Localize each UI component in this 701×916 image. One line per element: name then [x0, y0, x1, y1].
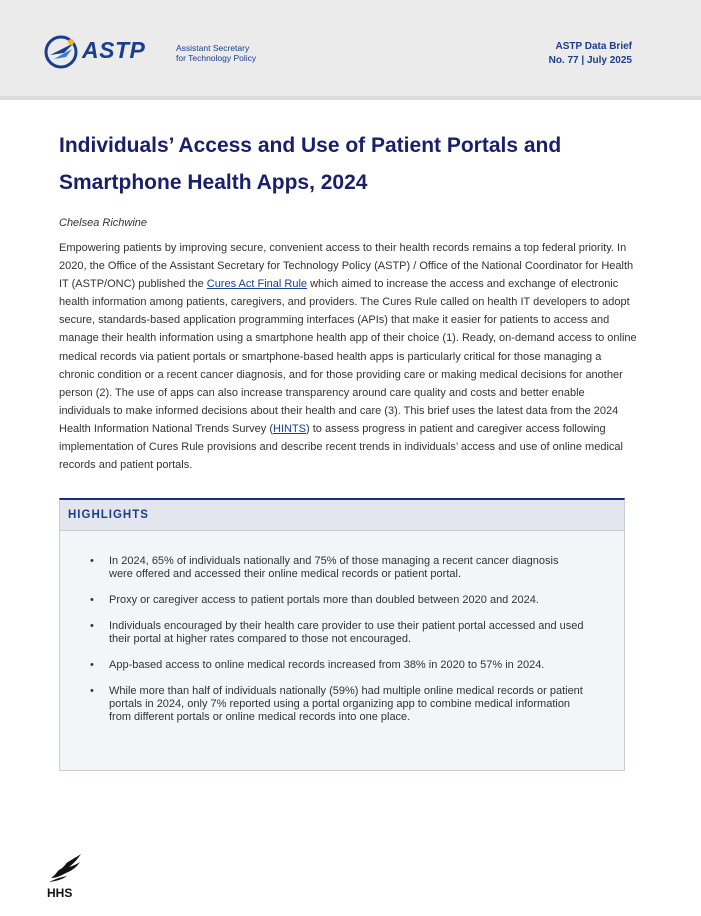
hhs-logo: [47, 852, 91, 904]
brief-number: No. 77 | July 2025: [548, 55, 632, 66]
astp-logo: [44, 33, 257, 71]
page-title: Individuals’ Access and Use of Patient Portals and Smartphone Health Apps, 2024: [59, 134, 562, 194]
page-header: [0, 0, 701, 100]
brief-label: ASTP Data Brief: [555, 41, 632, 52]
list-item: • Individuals encouraged by their health care provider to use their patient portal accessed and used their portal at higher rates compared to those not encouraged.: [90, 620, 584, 645]
astp-emblem-icon: [44, 33, 80, 71]
brief-info: [549, 40, 632, 68]
highlights-header: [60, 500, 624, 531]
bullet-icon: •: [90, 685, 94, 697]
highlights-list: [60, 555, 624, 737]
list-item: • While more than half of individuals nationally (59%) had multiple online medical records or patient portals in 2024, only 7% reported using a portal organizing app to combine medical information from different portals or online medical records into one place.: [90, 685, 583, 723]
logo-subtitle: Assistant Secretary for Technology Policy: [176, 43, 257, 63]
intro-paragraph: Empowering patients by improving secure, convenient access to their health records remains a top federal priority. In 2020, the Office of the Assistant Secretary for Technology Policy (ASTP) / Office of the National Coordinator for Health IT (ASTP/ONC) published the Cures Act Final Rule which aimed to increase the access and exchange of electronic health information among patients, caregivers, and providers. The Cures Rule called on health IT developers to adopt secure, standards-based application programming interfaces (APIs) that make it easier for patients to access and manage their health information using a smartphone health app of their choice (1). Ready, on-demand access to online medical records via patient portals or smartphone-based health apps is particularly critical for those managing a chronic condition or a recent cancer diagnosis, and for those providing care or making medical decisions for another person (2). The use of apps can also increase transparency around care quality and costs and better enable individuals to make informed decisions about their health and care (3). This brief uses the latest data from the 2024 Health Information National Trends Survey (HINTS) to assess progress in patient and caregiver access following implementation of Cures Rule provisions and describe recent trends in individuals’ access and use of online medical records and patient portals.: [59, 242, 637, 472]
cures-act-link[interactable]: Cures Act Final Rule: [206, 278, 308, 291]
hhs-label: HHS: [47, 886, 73, 900]
highlights-box: [59, 498, 625, 771]
bullet-icon: •: [90, 555, 94, 567]
highlights-title: HIGHLIGHTS: [68, 509, 149, 521]
author-name: Chelsea Richwine: [59, 217, 148, 229]
list-item: • Proxy or caregiver access to patient portals more than doubled between 2020 and 2024.: [90, 594, 539, 606]
logo-wordmark: ASTP: [82, 37, 146, 63]
hhs-eagle-icon: [47, 852, 83, 884]
bullet-icon: •: [90, 659, 94, 671]
bullet-icon: •: [90, 594, 94, 606]
hints-link[interactable]: HINTS: [273, 422, 306, 435]
bullet-icon: •: [90, 620, 94, 632]
list-item: • In 2024, 65% of individuals nationally and 75% of those managing a recent cancer diagnosis were offered and accessed their online medical records or patient portal.: [90, 555, 559, 580]
list-item: • App-based access to online medical records increased from 38% in 2020 to 57% in 2024.: [90, 659, 545, 671]
